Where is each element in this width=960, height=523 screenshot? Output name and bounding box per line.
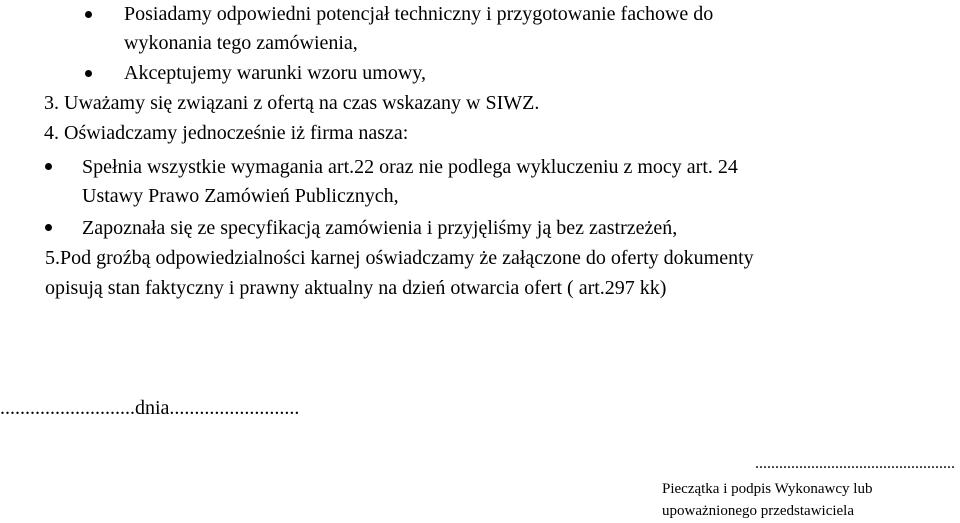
date-line: ...........................dnia..........................	[0, 397, 300, 419]
statement-5-line-2: Ustawy Prawo Zamówień Publicznych,	[82, 185, 399, 207]
bullet-icon	[85, 70, 92, 77]
signature-label-line-2: upoważnionego przedstawiciela	[662, 503, 855, 519]
signature-dots: ..................................................	[755, 455, 955, 472]
statement-7-line-2: opisują stan faktyczny i prawny aktualny na dzień otwarcia ofert ( art.297 kk)	[45, 277, 667, 299]
statement-3: 3. Uważamy się związani z ofertą na czas wskazany w SIWZ.	[44, 92, 540, 114]
signature-block	[655, 454, 955, 519]
statement-1-line-1: Posiadamy odpowiedni potencjał techniczny i przygotowanie fachowe do	[124, 3, 714, 25]
statement-4: 4. Oświadczamy jednocześnie iż firma nasza:	[44, 122, 409, 144]
signature-label-line-1: Pieczątka i podpis Wykonawcy lub	[662, 481, 873, 497]
bullet-icon	[45, 163, 52, 170]
bullet-icon	[85, 11, 92, 18]
statement-2: Akceptujemy warunki wzoru umowy,	[124, 62, 426, 84]
bullet-icon	[45, 224, 52, 231]
statement-1-line-2: wykonania tego zamówienia,	[124, 32, 358, 54]
statement-7-line-1: 5.Pod groźbą odpowiedzialności karnej oświadczamy że załączone do oferty dokumenty	[45, 247, 754, 269]
statement-5-line-1: Spełnia wszystkie wymagania art.22 oraz nie podlega wykluczeniu z mocy art. 24	[82, 156, 738, 178]
statement-6: Zapoznała się ze specyfikacją zamówienia i przyjęliśmy ją bez zastrzeżeń,	[82, 217, 678, 239]
